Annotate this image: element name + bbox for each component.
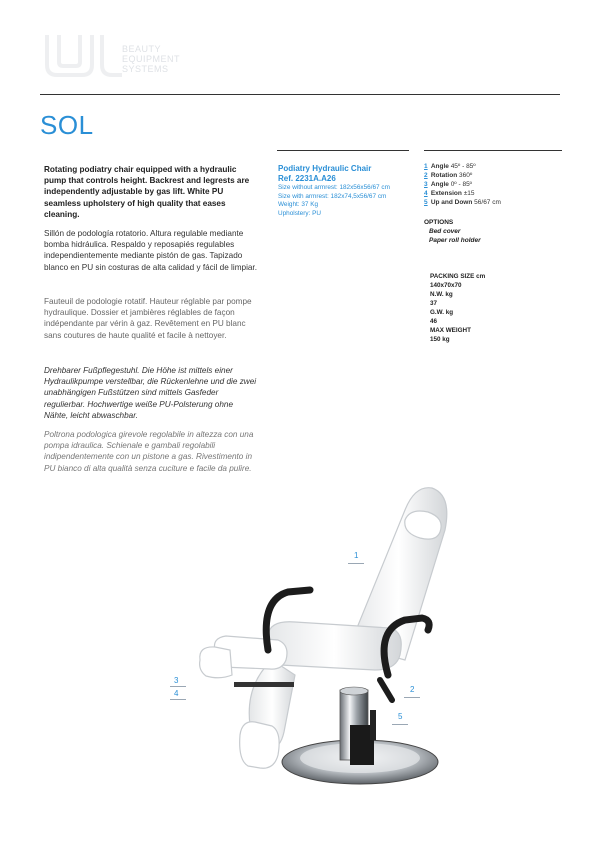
packing-block: [430, 272, 485, 344]
top-divider: [40, 94, 560, 95]
net-weight-label: N.W. kg: [430, 291, 453, 298]
callout-5: 5: [398, 712, 403, 721]
option-item: Paper roll holder: [429, 237, 481, 244]
callout-line: [348, 563, 364, 564]
description-fr: Fauteuil de podologie rotatif. Hauteur réglable par pompe hydraulique. Dossier et jambières réglables de façon indépendante par vérin à gaz. Revêtement en PU blanc sans coutures de haute qualité et facile à nettoyer.: [44, 297, 252, 340]
options-block: [424, 218, 481, 245]
brand-line: EQUIPMENT: [122, 54, 181, 64]
brand-line: SYSTEMS: [122, 64, 169, 74]
callout-2: 2: [410, 685, 415, 694]
max-weight-label: MAX WEIGHT: [430, 327, 471, 334]
callout-4: 4: [174, 689, 179, 698]
feature-list: [424, 162, 501, 207]
size-without-armrest: Size without armrest: 182x56x56/67 cm: [278, 184, 390, 191]
product-title: SOL: [40, 110, 94, 140]
gross-weight-label: G.W. kg: [430, 309, 454, 316]
options-heading: OPTIONS: [424, 219, 454, 226]
model-specs: [278, 164, 428, 218]
model-ref: Ref. 2231A.A26: [278, 174, 336, 183]
description-it: Poltrona podologica girevole regolabile in altezza con una pompa idraulica. Schienale e gambali regolabili indipendentemente con un pistone a gas. Rivestimento in PU bianco di alta qualità senza cuciture e facile da pulire.: [44, 430, 254, 473]
option-item: Bed cover: [429, 228, 461, 235]
weight: Weight: 37 Kg: [278, 201, 319, 208]
description-de: Drehbarer Fußpflegestuhl. Die Höhe ist mittels einer Hydraulikpumpe verstellbar, die Rückenlehne und die zwei unabhängigen Fußstützen sind mittels Gasfeder regulierbar. Hochwertige weiße PU-Polsterung ohne Nähte, leicht abwaschbar.: [44, 366, 257, 420]
brand-name: [122, 44, 180, 74]
max-weight: 150 kg: [430, 336, 450, 343]
callout-line: [170, 699, 186, 700]
net-weight: 37: [430, 300, 438, 307]
callout-3: 3: [174, 676, 179, 685]
callout-line: [170, 686, 186, 687]
callout-line: [392, 724, 408, 725]
feature-item: 1 Angle 45º - 85º: [424, 163, 476, 170]
brand-line: BEAUTY: [122, 44, 162, 54]
callout-line: [404, 697, 420, 698]
callout-1: 1: [354, 551, 359, 560]
feature-item: 3 Angle 0º - 85º: [424, 181, 473, 188]
description-en: Rotating podiatry chair equipped with a hydraulic pump that controls height. Backrest and legrests are independently adjustable by gas lift. White PU seamless upholstery of high quality that eases cleaning.: [44, 165, 250, 219]
feature-item: 5 Up and Down 56/67 cm: [424, 199, 501, 206]
description-es: Sillón de podología rotatorio. Altura regulable mediante bomba hidráulica. Respaldo y reposapiés regulables independientemente mediante pistón de gas. Tapizado blanco en PU sin costuras de alta calidad y fácil de limpiar.: [44, 229, 257, 272]
packing-size: 140x70x70: [430, 282, 462, 289]
gross-weight: 46: [430, 318, 438, 325]
spec-divider: [277, 150, 409, 151]
size-with-armrest: Size with armrest: 182x74,5x56/67 cm: [278, 192, 387, 200]
feature-item: 2 Rotation 360º: [424, 172, 473, 179]
spec-divider: [424, 150, 562, 151]
packing-heading: PACKING SIZE cm: [430, 273, 486, 280]
feature-item: 4 Extension ±15: [424, 190, 475, 197]
upholstery: Upholstery: PU: [278, 209, 321, 217]
chair-illustration: [160, 470, 470, 800]
model-name: Podiatry Hydraulic Chair: [278, 164, 372, 173]
